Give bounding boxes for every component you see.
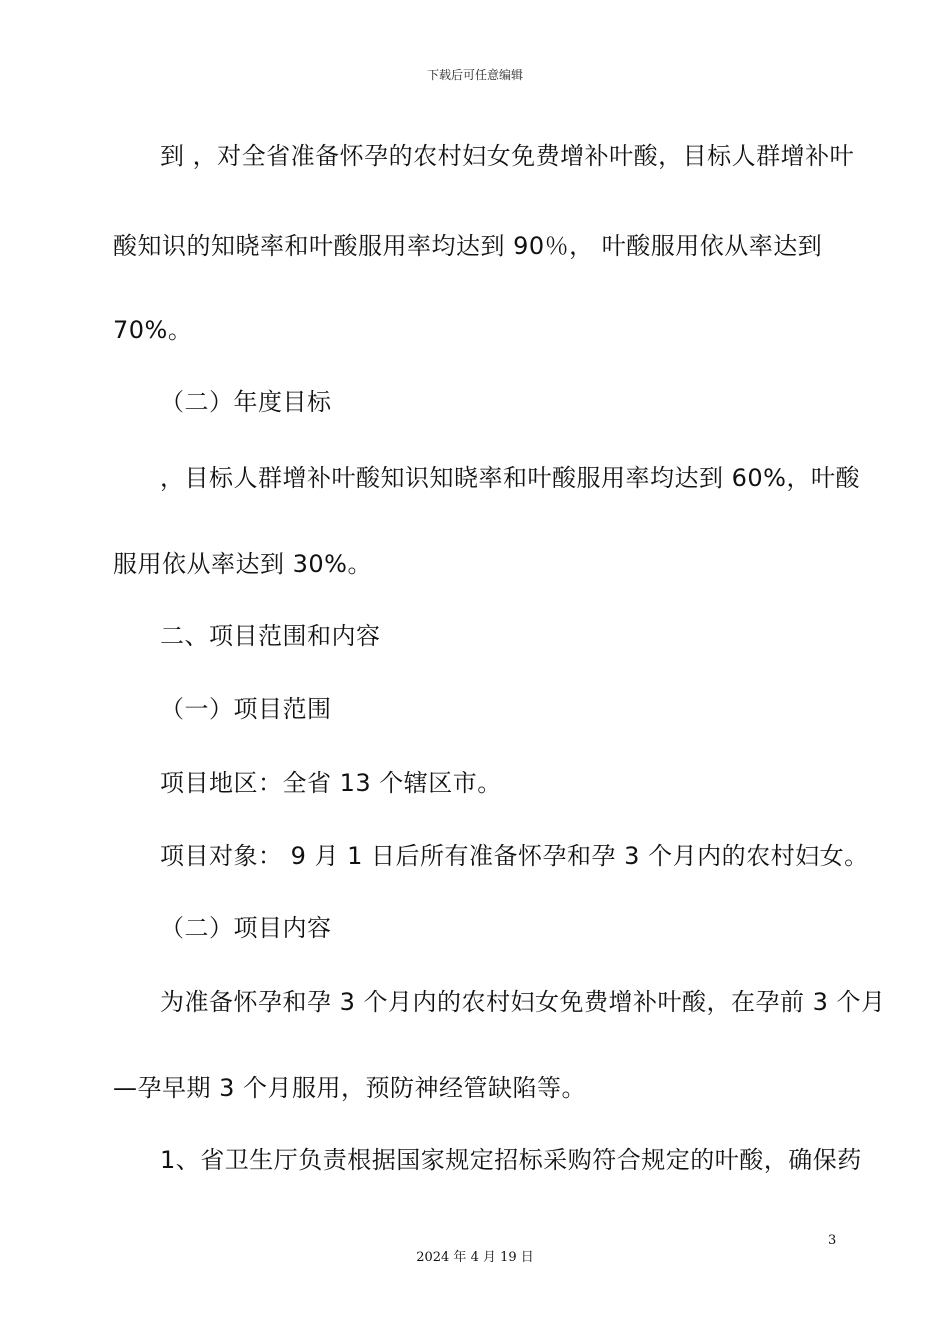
paragraph-line-14: 1、省卫生厅负责根据国家规定招标采购符合规定的叶酸，确保药 [160,1146,862,1174]
paragraph-line-6: 服用依从率达到 30%。 [113,550,372,578]
paragraph-project-region: 项目地区：全省 13 个辖区市。 [160,769,502,797]
footer-date: 2024 年 4 月 19 日 [416,1250,534,1265]
page-number: 3 [828,1233,837,1248]
section-heading-scope-content: 二、项目范围和内容 [160,622,381,650]
paragraph-line-12: 为准备怀孕和孕 3 个月内的农村妇女免费增补叶酸，在孕前 3 个月 [160,988,886,1016]
section-heading-project-content: （二）项目内容 [160,914,332,942]
paragraph-line-5: ，目标人群增补叶酸知识知晓率和叶酸服用率均达到 60%，叶酸 [160,464,860,492]
section-heading-annual-goal: （二）年度目标 [160,388,332,416]
section-heading-project-scope: （一）项目范围 [160,695,332,723]
paragraph-line-13: —孕早期 3 个月服用，预防神经管缺陷等。 [113,1074,587,1102]
paragraph-line-2: 酸知识的知晓率和叶酸服用率均达到 90％， 叶酸服用依从率达到 [113,232,823,260]
paragraph-project-target: 项目对象： 9 月 1 日后所有准备怀孕和孕 3 个月内的农村妇女。 [160,842,869,870]
paragraph-line-1: 到 ，对全省准备怀孕的农村妇女免费增补叶酸，目标人群增补叶 [160,142,855,170]
paragraph-line-3: 70%。 [113,316,193,344]
page-header: 下载后可任意编辑 [426,68,523,82]
